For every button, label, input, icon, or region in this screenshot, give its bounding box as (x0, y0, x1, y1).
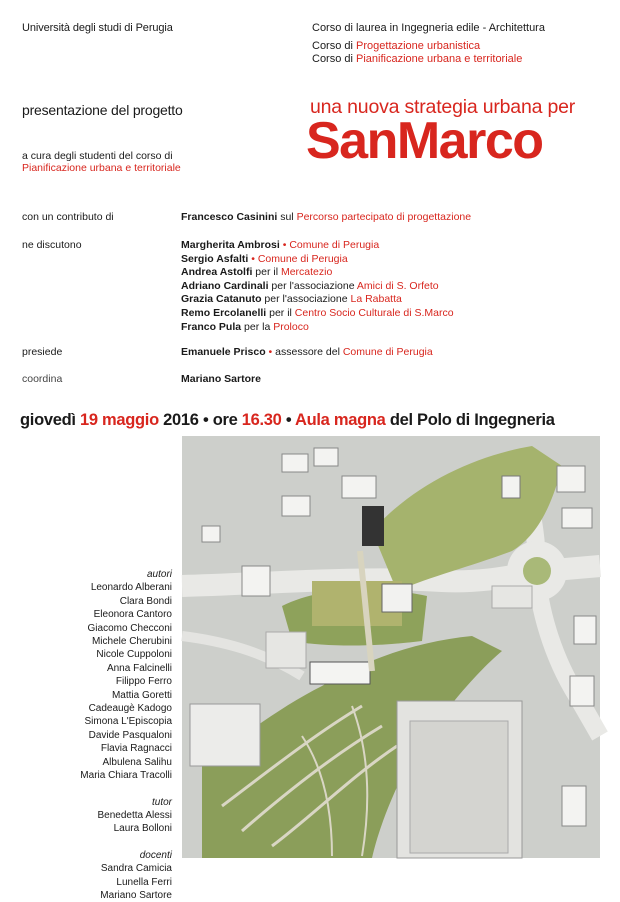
event-title: SanMarco (306, 112, 543, 170)
coordina-entry: Mariano Sartore (181, 373, 261, 385)
docenti-name: Sandra Camicia (100, 863, 172, 875)
course-line-1: Corso di Progettazione urbanistica (312, 40, 481, 52)
contributo-label: con un contributo di (22, 211, 114, 223)
presiede-entry: Emanuele Prisco • assessore del Comune di Perugia (181, 346, 433, 358)
presiede-label: presiede (22, 346, 63, 358)
course-main: Corso di laurea in Ingegneria edile - Architettura (312, 22, 545, 34)
masterplan-drawing (182, 436, 600, 858)
curated-line-1: a cura degli studenti del corso di (22, 150, 173, 162)
tutor-name: Laura Bolloni (113, 823, 172, 835)
tutor-list (42, 809, 172, 836)
discussant-row: Franco Pula per la Proloco (181, 320, 309, 333)
presentation-label: presentazione del progetto (22, 102, 183, 118)
discussant-row: Grazia Catanuto per l'associazione La Rabatta (181, 293, 402, 306)
contributo-entry: Francesco Casinini sul Percorso partecipato di progettazione (181, 211, 472, 223)
masterplan-map (182, 436, 600, 858)
course-line-2: Corso di Pianificazione urbana e territoriale (312, 53, 523, 65)
autori-name: Flavia Ragnacci (100, 743, 172, 755)
tutor-heading: tutor (151, 796, 172, 808)
autori-name: Filippo Ferro (115, 676, 172, 688)
docenti-heading: docenti (139, 849, 172, 861)
autori-name: Anna Falcinelli (106, 662, 172, 674)
tutor-name: Benedetta Alessi (97, 809, 172, 821)
autori-name: Nicole Cuppoloni (96, 649, 172, 661)
autori-name: Maria Chiara Tracolli (80, 770, 172, 782)
discussant-row: Andrea Astolfi per il Mercatezio (181, 266, 333, 279)
discussants-label: ne discutono (22, 239, 82, 251)
university-name: Università degli studi di Perugia (22, 22, 173, 34)
autori-name: Cadeaugè Kadogo (88, 703, 172, 715)
curated-line-2: Pianificazione urbana e territoriale (22, 162, 181, 174)
discussant-row: Remo Ercolanelli per il Centro Socio Culturale di S.Marco (181, 307, 454, 319)
autori-name: Leonardo Alberani (90, 582, 172, 594)
docenti-name: Lunella Ferri (116, 876, 172, 888)
autori-name: Albulena Salihu (102, 756, 172, 768)
autori-name: Michele Cherubini (91, 636, 172, 648)
event-dateline: giovedì 19 maggio 2016 • ore 16.30 • Aula magna del Polo di Ingegneria (20, 411, 555, 429)
coordina-label: coordina (22, 373, 63, 385)
autori-heading: autori (146, 569, 172, 580)
autori-list (42, 581, 172, 782)
event-subtitle: una nuova strategia urbana per (310, 96, 576, 118)
autori-name: Clara Bondi (119, 595, 172, 607)
autori-name: Eleonora Cantoro (93, 609, 172, 621)
credits-column (42, 568, 172, 902)
autori-name: Giacomo Checconi (87, 622, 172, 634)
autori-name: Davide Pasqualoni (88, 729, 172, 741)
autori-name: Mattia Goretti (111, 689, 172, 701)
discussant-row: Adriano Cardinali per l'associazione Amici di S. Orfeto (181, 279, 439, 292)
docenti-name: Mariano Sartore (100, 889, 172, 901)
discussant-row: Margherita Ambrosi • Comune di Perugia (181, 239, 380, 251)
discussant-row: Sergio Asfalti • Comune di Perugia (181, 252, 348, 265)
docenti-list (42, 862, 172, 902)
autori-name: Simona L'Episcopia (84, 716, 172, 728)
